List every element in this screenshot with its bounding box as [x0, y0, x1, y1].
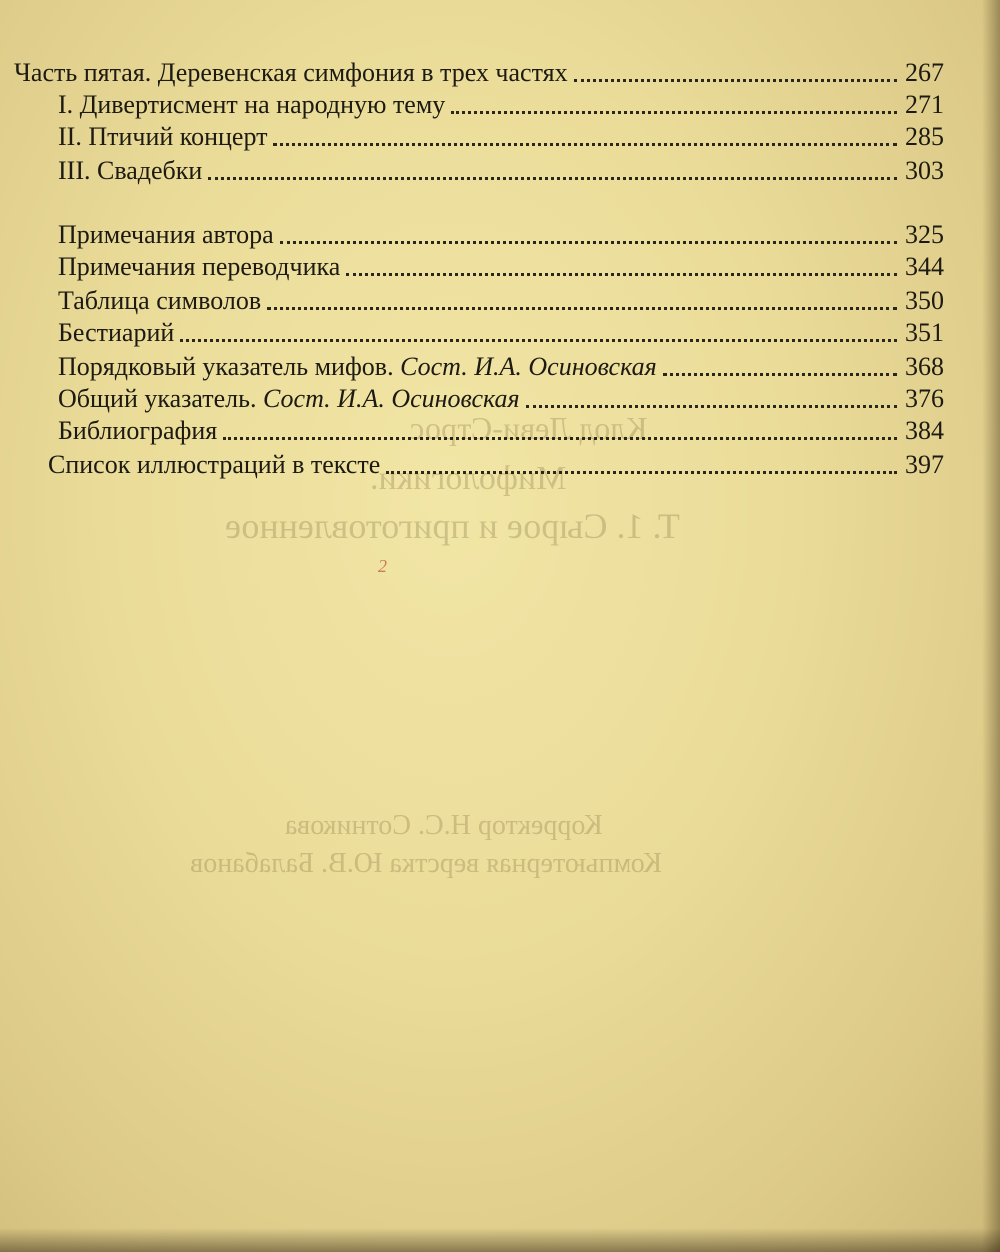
toc-entry-page: 325 — [905, 220, 944, 249]
toc-entry-page: 351 — [905, 318, 944, 347]
toc-entry-title: Бестиарий — [58, 318, 175, 347]
dot-leader — [574, 79, 897, 82]
dot-leader — [386, 471, 897, 474]
show-through-layout: Компьютерная верстка Ю.В. Балабанов — [190, 848, 662, 879]
toc-entry-page: 344 — [905, 252, 944, 281]
toc-entry-title: III. Свадебки — [58, 156, 203, 185]
toc-entry — [58, 120, 944, 152]
dot-leader — [180, 339, 897, 342]
toc-entry-title: Часть пятая. Деревенская симфония в трех частях — [14, 58, 568, 87]
toc-entry-title-main: Общий указатель. — [58, 384, 257, 413]
toc-entry-title: Библиография — [58, 416, 218, 445]
dot-leader — [526, 405, 897, 408]
toc-entry-page: 384 — [905, 416, 944, 445]
pencil-mark: 2 — [378, 556, 387, 576]
dot-leader — [223, 437, 897, 440]
toc-entry-page: 285 — [905, 122, 944, 151]
toc-entry — [58, 88, 944, 120]
page-edge-shadow — [982, 0, 1000, 1252]
toc-entry — [58, 284, 944, 316]
toc-entry-title-main: Порядковый указатель мифов. — [58, 352, 394, 381]
dot-leader — [663, 373, 897, 376]
toc-entry-page: 271 — [905, 90, 944, 119]
toc-entry-page: 303 — [905, 156, 944, 185]
toc-entry-page: 368 — [905, 352, 944, 381]
toc-entry-title: Примечания переводчика — [58, 252, 341, 281]
show-through-series: Мифологики. — [370, 460, 567, 497]
toc-entry-title: Таблица символов — [58, 286, 262, 315]
toc-entry-title — [58, 384, 526, 414]
toc-entry — [58, 154, 944, 186]
toc-entry — [58, 250, 944, 282]
toc-entry — [58, 350, 944, 382]
toc-entry-page: 397 — [905, 450, 944, 479]
toc-entry-compiler: Сост. И.А. Осиновская — [263, 384, 520, 413]
toc-entry-title — [58, 352, 663, 382]
dot-leader — [208, 177, 897, 180]
dot-leader — [280, 241, 897, 244]
dot-leader — [273, 143, 897, 146]
dot-leader — [267, 307, 897, 310]
toc-entry — [14, 56, 944, 88]
page-bottom-shadow — [0, 1228, 1000, 1252]
dot-leader — [346, 273, 897, 276]
toc-entry-page: 350 — [905, 286, 944, 315]
show-through-author: Клод Леви-Строс — [410, 410, 648, 446]
toc-entry-title: I. Дивертисмент на народную тему — [58, 90, 446, 119]
toc-entry-title: II. Птичий концерт — [58, 122, 268, 151]
toc-entry — [58, 382, 944, 414]
toc-entry-compiler: Сост. И.А. Осиновская — [400, 352, 657, 381]
toc-entry — [58, 414, 944, 446]
show-through-proofreader: Корректор Н.С. Сотникова — [285, 810, 603, 841]
show-through-volume: Т. 1. Сырое и приготовленное — [225, 506, 680, 546]
dot-leader — [451, 111, 897, 114]
toc-entry-page: 267 — [905, 58, 944, 87]
toc-entry — [48, 448, 944, 480]
toc-entry-title: Список иллюстраций в тексте — [48, 450, 381, 479]
toc-entry — [58, 316, 944, 348]
toc-entry — [58, 218, 944, 250]
toc-entry-page: 376 — [905, 384, 944, 413]
toc-entry-title: Примечания автора — [58, 220, 274, 249]
